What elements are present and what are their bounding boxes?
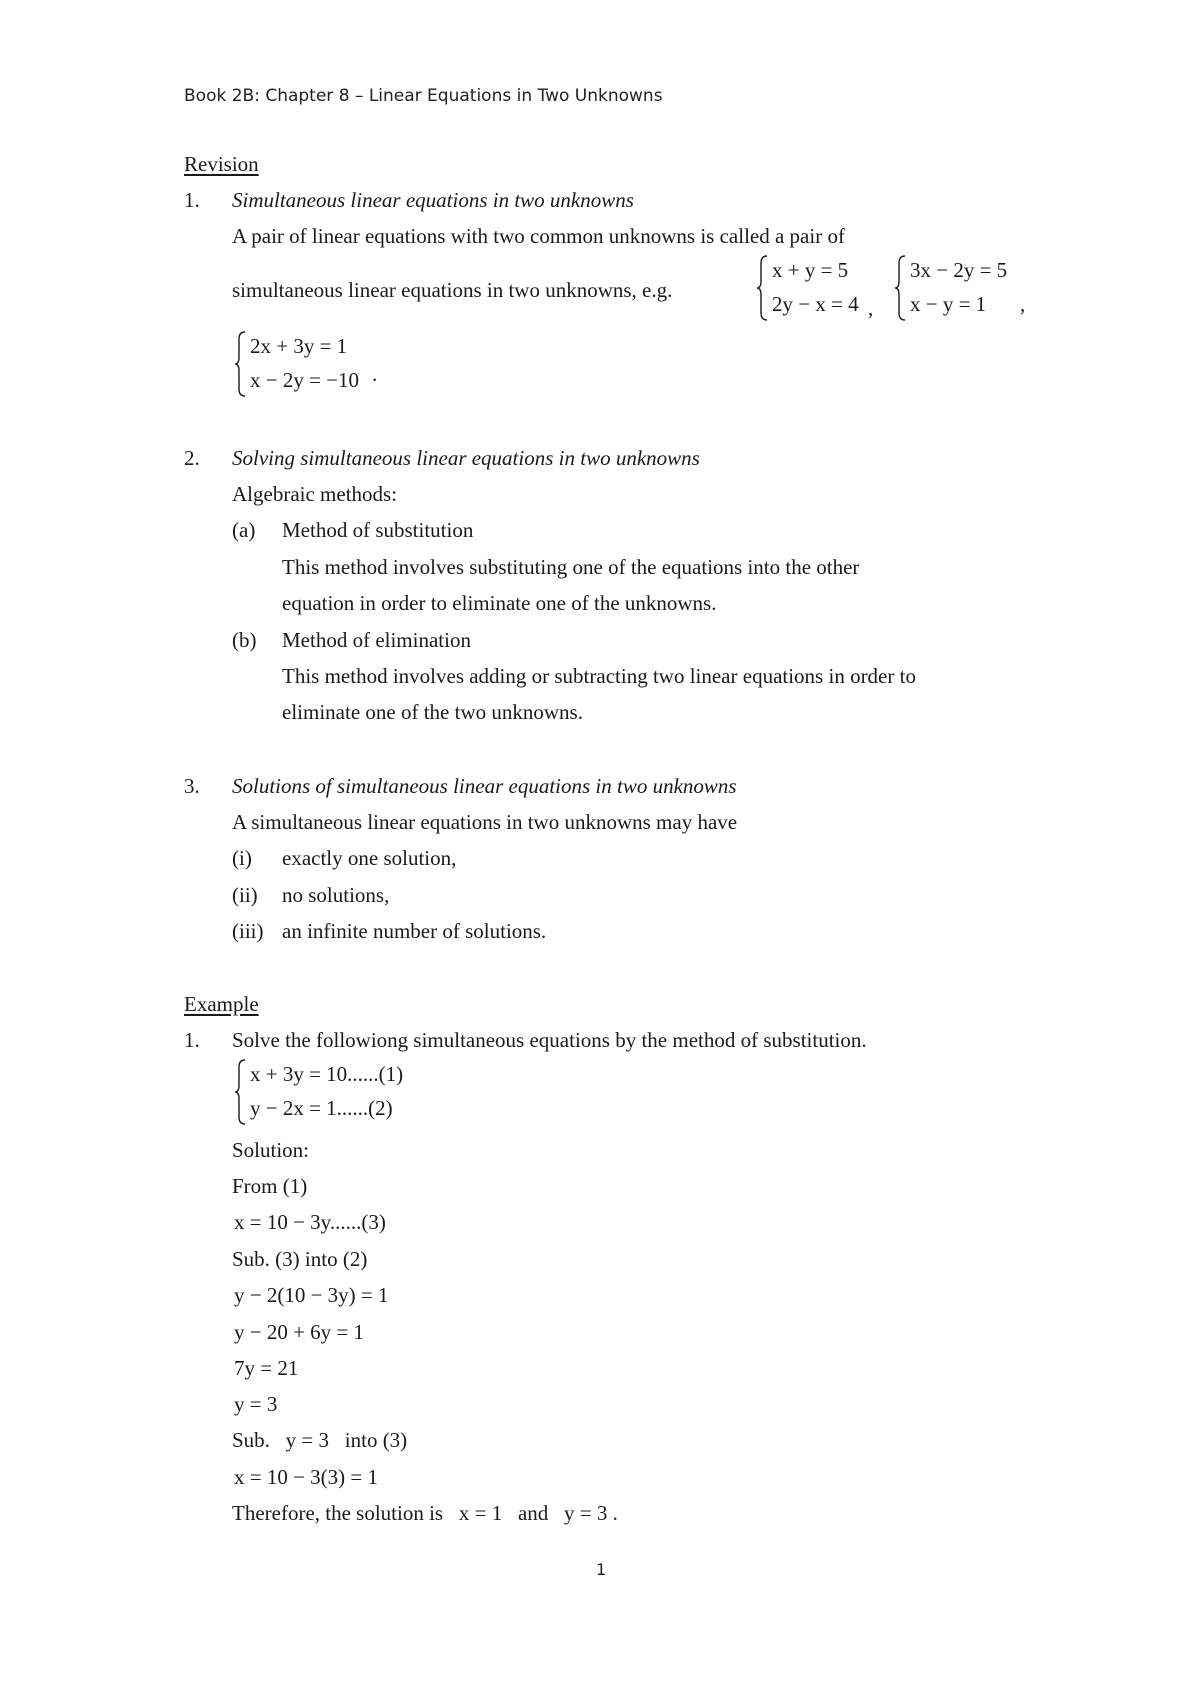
solution-step: From (1) (232, 1174, 308, 1198)
solution-conclusion: Therefore, the solution is x = 1 and y = 3 . (232, 1501, 618, 1525)
left-brace-icon (234, 1058, 246, 1126)
item-2-number: 2. (184, 446, 200, 470)
solution-step: x = 10 − 3(3) = 1 (234, 1465, 379, 1489)
example-heading: Example (184, 992, 259, 1016)
system-1-punct: , (868, 296, 874, 320)
option-iii-label: (iii) (232, 919, 264, 943)
method-a-desc1: This method involves substituting one of the equations into the other (282, 555, 860, 579)
solution-step: Sub. y = 3 into (3) (232, 1428, 408, 1452)
item-3-number: 3. (184, 774, 200, 798)
system-2-eq2: x − y = 1 (910, 292, 987, 316)
solution-label: Solution: (232, 1138, 310, 1162)
method-a-desc2: equation in order to eliminate one of the unknowns. (282, 591, 717, 615)
system-2-punct: , (1020, 292, 1026, 316)
option-i-label: (i) (232, 846, 252, 870)
option-ii-label: (ii) (232, 883, 258, 907)
left-brace-icon (234, 330, 246, 398)
left-brace-icon (756, 254, 768, 322)
system-3-eq1: 2x + 3y = 1 (250, 334, 348, 358)
item-3-title: Solutions of simultaneous linear equations in two unknowns (232, 774, 737, 798)
solution-step: y − 20 + 6y = 1 (234, 1320, 365, 1344)
solution-step: y = 3 (234, 1392, 278, 1416)
page-number: 1 (596, 1560, 607, 1579)
revision-heading: Revision (184, 152, 259, 176)
example-1-number: 1. (184, 1028, 200, 1052)
example-1-system (234, 1058, 434, 1126)
item-1-number: 1. (184, 188, 200, 212)
option-ii-text: no solutions, (282, 883, 390, 907)
example-eq2: y − 2x = 1......(2) (250, 1096, 393, 1120)
system-3-punct: . (372, 362, 378, 386)
left-brace-icon (894, 254, 906, 322)
page-header: Book 2B: Chapter 8 – Linear Equations in Two Unknowns (184, 86, 663, 106)
system-1-eq2: 2y − x = 4 (772, 292, 859, 316)
option-i-text: exactly one solution, (282, 846, 457, 870)
system-1-eq1: x + y = 5 (772, 258, 849, 282)
system-2-eq1: 3x − 2y = 5 (910, 258, 1008, 282)
method-b-desc1: This method involves adding or subtracting two linear equations in order to (282, 664, 916, 688)
item-1-title: Simultaneous linear equations in two unknowns (232, 188, 634, 212)
solution-step: x = 10 − 3y......(3) (234, 1210, 386, 1234)
system-3-eq2: x − 2y = −10 (250, 368, 360, 392)
method-b-label: (b) (232, 628, 257, 652)
item-2-intro: Algebraic methods: (232, 482, 398, 506)
example-system-1 (756, 254, 896, 322)
solution-step: Sub. (3) into (2) (232, 1247, 368, 1271)
solution-step: 7y = 21 (234, 1356, 299, 1380)
item-1-line2: simultaneous linear equations in two unknowns, e.g. (232, 278, 673, 302)
method-a-name: Method of substitution (282, 518, 474, 542)
item-3-intro: A simultaneous linear equations in two unknowns may have (232, 810, 738, 834)
item-2-title: Solving simultaneous linear equations in two unknowns (232, 446, 700, 470)
example-1-question: Solve the followiong simultaneous equations by the method of substitution. (232, 1028, 867, 1052)
method-b-name: Method of elimination (282, 628, 471, 652)
method-b-desc2: eliminate one of the two unknowns. (282, 700, 583, 724)
example-eq1: x + 3y = 10......(1) (250, 1062, 404, 1086)
method-a-label: (a) (232, 518, 256, 542)
option-iii-text: an infinite number of solutions. (282, 919, 547, 943)
solution-step: y − 2(10 − 3y) = 1 (234, 1283, 389, 1307)
example-system-3 (234, 330, 394, 398)
item-1-line1: A pair of linear equations with two common unknowns is called a pair of (232, 224, 845, 248)
